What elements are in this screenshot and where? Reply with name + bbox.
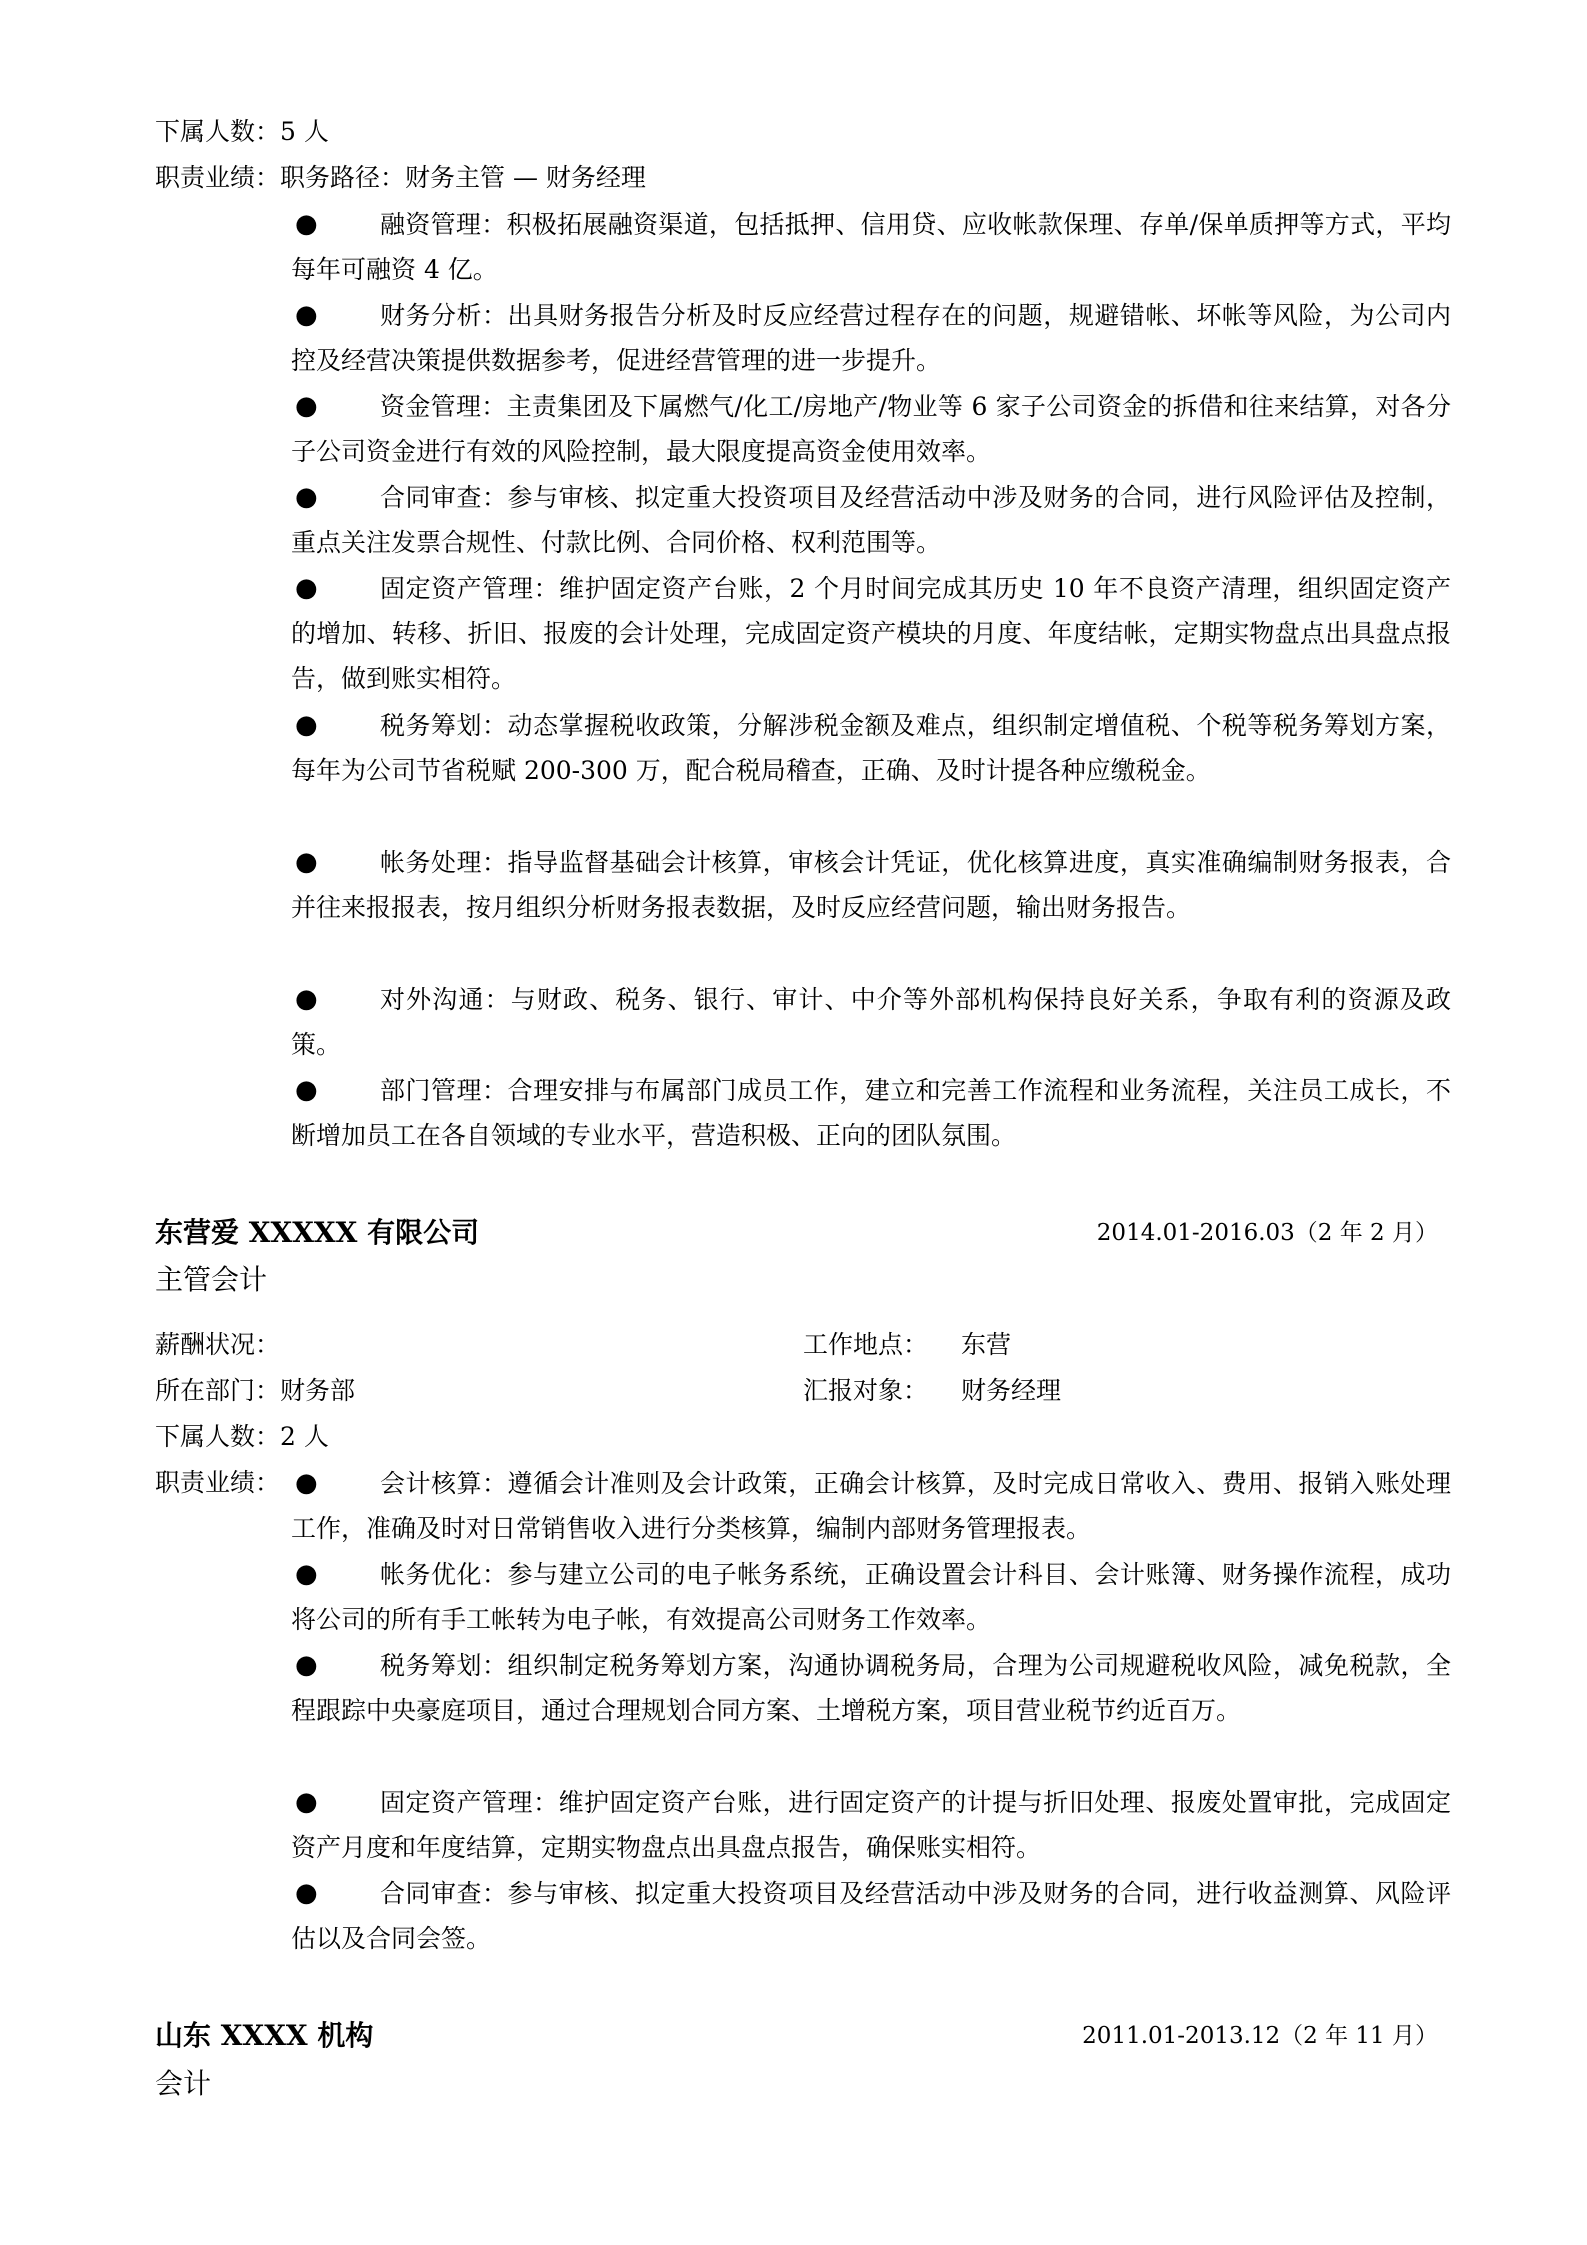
duty-bullet — [291, 475, 1451, 565]
duties-row — [155, 161, 646, 195]
duty-bullet — [291, 977, 1451, 1067]
duty-bullet — [291, 1871, 1451, 1961]
salary-label: 薪酬状况： — [155, 1330, 281, 1359]
subordinates-value: 5 人 — [280, 117, 329, 146]
bullet-dot-icon: ● — [295, 573, 318, 603]
duties-label: 职责业绩： — [155, 1468, 281, 1497]
job-title: 会计 — [155, 2067, 212, 2100]
duty-text: 税务筹划：动态掌握税收政策，分解涉税金额及难点，组织制定增值税、个税等税务筹划方案，每年为公司节省税赋 200-300 万，配合税局稽查，正确、及时计提各种应缴税金。 — [291, 711, 1451, 785]
subordinates-label: 下属人数： — [155, 1422, 281, 1451]
duty-text: 帐务处理：指导监督基础会计核算，审核会计凭证，优化核算进度，真实准确编制财务报表，合并往来报报表，按月组织分析财务报表数据，及时反应经营问题，输出财务报告。 — [291, 848, 1451, 922]
bullet-dot-icon: ● — [295, 391, 318, 421]
report-to-value: 财务经理 — [961, 1376, 1062, 1405]
location-label: 工作地点： — [803, 1330, 929, 1359]
duty-bullet — [291, 202, 1451, 292]
duty-text: 固定资产管理：维护固定资产台账，进行固定资产的计提与折旧处理、报废处置审批，完成固定资产月度和年度结算，定期实物盘点出具盘点报告，确保账实相符。 — [291, 1788, 1451, 1862]
bullet-dot-icon: ● — [295, 1559, 318, 1589]
duty-bullet — [291, 566, 1451, 701]
duty-text: 对外沟通：与财政、税务、银行、审计、中介等外部机构保持良好关系，争取有利的资源及政策。 — [291, 985, 1451, 1059]
duty-text: 帐务优化：参与建立公司的电子帐务系统，正确设置会计科目、会计账簿、财务操作流程，成功将公司的所有手工帐转为电子帐，有效提高公司财务工作效率。 — [291, 1560, 1451, 1634]
job-title: 主管会计 — [155, 1263, 268, 1296]
subordinates-row — [155, 1420, 329, 1454]
duty-text: 税务筹划：组织制定税务筹划方案，沟通协调税务局，合理为公司规避税收风险，减免税款，全程跟踪中央豪庭项目，通过合理规划合同方案、土增税方案，项目营业税节约近百万。 — [291, 1651, 1451, 1725]
duty-text: 资金管理：主责集团及下属燃气/化工/房地产/物业等 6 家子公司资金的拆借和往来结算，对各分子公司资金进行有效的风险控制，最大限度提高资金使用效率。 — [291, 392, 1451, 466]
bullet-dot-icon: ● — [295, 482, 318, 512]
department-row — [155, 1374, 355, 1408]
duty-bullet — [291, 1780, 1451, 1870]
subordinates-label: 下属人数： — [155, 117, 281, 146]
salary-row — [155, 1328, 280, 1362]
company-name: 山东 XXXX 机构 — [155, 2019, 374, 2052]
bullet-dot-icon: ● — [295, 1075, 318, 1105]
duties-row — [155, 1466, 280, 1500]
employment-period: 2014.01-2016.03（2 年 2 月） — [1096, 1220, 1438, 1246]
duty-bullet — [291, 293, 1451, 383]
duty-bullet — [291, 1643, 1451, 1733]
duty-text: 合同审查：参与审核、拟定重大投资项目及经营活动中涉及财务的合同，进行收益测算、风险评估以及合同会签。 — [291, 1879, 1451, 1953]
duty-bullet — [291, 384, 1451, 474]
duty-text: 合同审查：参与审核、拟定重大投资项目及经营活动中涉及财务的合同，进行风险评估及控制，重点关注发票合规性、付款比例、合同价格、权利范围等。 — [291, 483, 1451, 557]
bullet-dot-icon: ● — [295, 209, 318, 239]
duty-text: 固定资产管理：维护固定资产台账，2 个月时间完成其历史 10 年不良资产清理，组织固定资产的增加、转移、折旧、报废的会计处理，完成固定资产模块的月度、年度结帐，定期实物盘点出具盘点报告，做到账实相符。 — [291, 574, 1451, 693]
bullet-dot-icon: ● — [295, 847, 318, 877]
report-to-label: 汇报对象： — [803, 1376, 929, 1405]
bullet-dot-icon: ● — [295, 1878, 318, 1908]
location-value: 东营 — [961, 1330, 1012, 1359]
bullet-dot-icon: ● — [295, 710, 318, 740]
location-row — [803, 1328, 1011, 1362]
bullet-dot-icon: ● — [295, 1468, 318, 1498]
duty-bullet — [291, 1461, 1451, 1551]
subordinates-value: 2 人 — [280, 1422, 329, 1451]
duty-bullet — [291, 1068, 1451, 1158]
duty-bullet — [291, 703, 1451, 793]
bullet-dot-icon: ● — [295, 984, 318, 1014]
duty-text: 会计核算：遵循会计准则及会计政策，正确会计核算，及时完成日常收入、费用、报销入账处理工作，准确及时对日常销售收入进行分类核算，编制内部财务管理报表。 — [291, 1469, 1451, 1543]
bullet-dot-icon: ● — [295, 1787, 318, 1817]
duty-text: 融资管理：积极拓展融资渠道，包括抵押、信用贷、应收帐款保理、存单/保单质押等方式，平均每年可融资 4 亿。 — [291, 210, 1451, 284]
employment-period: 2011.01-2013.12（2 年 11 月） — [1082, 2023, 1438, 2049]
company-name: 东营爱 XXXXX 有限公司 — [155, 1216, 480, 1249]
duty-text: 部门管理：合理安排与布属部门成员工作，建立和完善工作流程和业务流程，关注员工成长，不断增加员工在各自领域的专业水平，营造积极、正向的团队氛围。 — [291, 1076, 1451, 1150]
bullet-dot-icon: ● — [295, 300, 318, 330]
subordinates-row — [155, 115, 329, 149]
department-value: 财务部 — [280, 1376, 356, 1405]
report-to-row — [803, 1374, 1061, 1408]
duty-text: 财务分析：出具财务报告分析及时反应经营过程存在的问题，规避错帐、坏帐等风险，为公司内控及经营决策提供数据参考，促进经营管理的进一步提升。 — [291, 301, 1451, 375]
department-label: 所在部门： — [155, 1376, 281, 1405]
duty-bullet — [291, 1552, 1451, 1642]
career-path: 职务路径：财务主管 — 财务经理 — [280, 163, 646, 192]
duties-label: 职责业绩： — [155, 163, 281, 192]
bullet-dot-icon: ● — [295, 1650, 318, 1680]
duty-bullet — [291, 840, 1451, 930]
